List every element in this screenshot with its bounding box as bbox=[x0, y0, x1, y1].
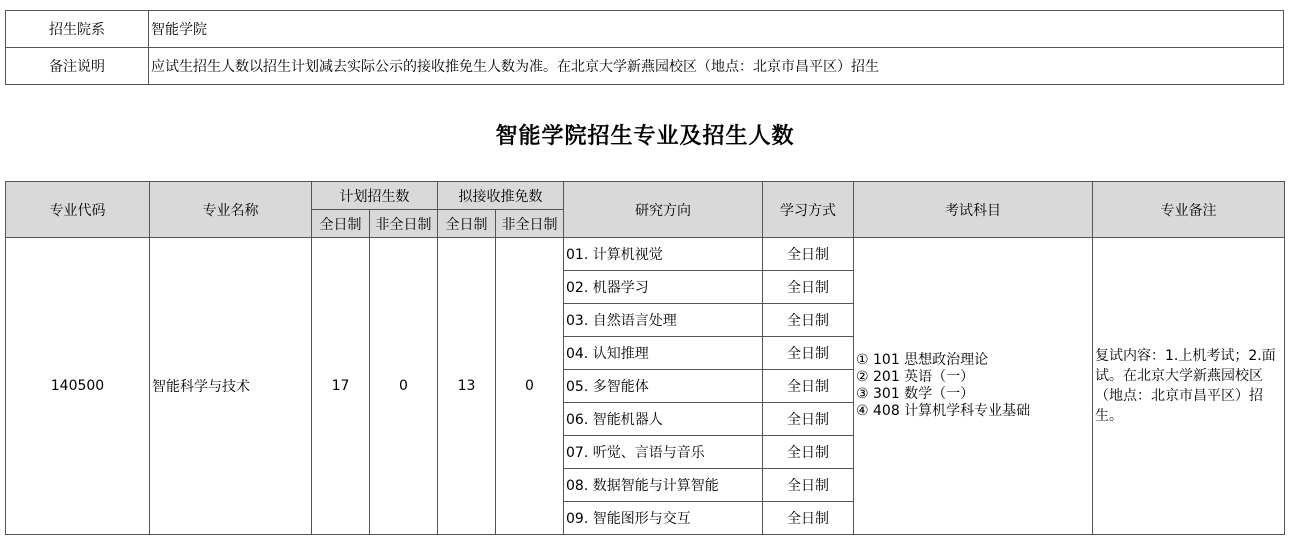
note-label: 备注说明 bbox=[6, 48, 149, 85]
direction-mode: 全日制 bbox=[763, 469, 854, 502]
direction-name: 07. 听觉、言语与音乐 bbox=[564, 436, 763, 469]
direction-mode: 全日制 bbox=[763, 337, 854, 370]
direction-mode: 全日制 bbox=[763, 238, 854, 271]
exam-subjects bbox=[854, 238, 1093, 535]
rec-part-count: 0 bbox=[496, 238, 564, 535]
dept-label: 招生院系 bbox=[6, 11, 149, 48]
plan-full-count: 17 bbox=[312, 238, 370, 535]
program-table bbox=[5, 181, 1285, 535]
header-name: 专业名称 bbox=[150, 182, 312, 238]
exam-subject-item: ① 101 思想政治理论 bbox=[856, 352, 989, 368]
note-row bbox=[6, 48, 1284, 85]
program-code: 140500 bbox=[6, 238, 150, 535]
info-table bbox=[5, 10, 1284, 85]
header-plan: 计划招生数 bbox=[312, 182, 438, 210]
header-exam: 考试科目 bbox=[854, 182, 1093, 238]
header-remark: 专业备注 bbox=[1093, 182, 1285, 238]
rec-full-count: 13 bbox=[438, 238, 496, 535]
header-rec-part: 非全日制 bbox=[496, 210, 564, 238]
header-rec-full: 全日制 bbox=[438, 210, 496, 238]
header-mode: 学习方式 bbox=[763, 182, 854, 238]
direction-mode: 全日制 bbox=[763, 502, 854, 535]
direction-name: 09. 智能图形与交互 bbox=[564, 502, 763, 535]
direction-mode: 全日制 bbox=[763, 271, 854, 304]
direction-name: 08. 数据智能与计算智能 bbox=[564, 469, 763, 502]
program-remark: 复试内容：1.上机考试；2.面试。在北京大学新燕园校区（地点：北京市昌平区）招生。 bbox=[1093, 238, 1285, 535]
direction-mode: 全日制 bbox=[763, 436, 854, 469]
note-value: 应试生招生人数以招生计划减去实际公示的接收推免生人数为准。在北京大学新燕园校区（地点：北京市昌平区）招生 bbox=[149, 48, 1284, 85]
header-row-1 bbox=[6, 182, 1285, 210]
header-plan-full: 全日制 bbox=[312, 210, 370, 238]
direction-name: 06. 智能机器人 bbox=[564, 403, 763, 436]
plan-part-count: 0 bbox=[370, 238, 438, 535]
header-code: 专业代码 bbox=[6, 182, 150, 238]
header-recommend: 拟接收推免数 bbox=[438, 182, 564, 210]
direction-name: 04. 认知推理 bbox=[564, 337, 763, 370]
direction-name: 05. 多智能体 bbox=[564, 370, 763, 403]
exam-subject-item: ③ 301 数学（一） bbox=[856, 386, 975, 402]
exam-subject-item: ② 201 英语（一） bbox=[856, 369, 975, 385]
direction-mode: 全日制 bbox=[763, 304, 854, 337]
page-title: 智能学院招生专业及招生人数 bbox=[495, 124, 795, 149]
direction-name: 03. 自然语言处理 bbox=[564, 304, 763, 337]
exam-subject-item: ④ 408 计算机学科专业基础 bbox=[856, 403, 1031, 419]
direction-mode: 全日制 bbox=[763, 403, 854, 436]
header-direction: 研究方向 bbox=[564, 182, 763, 238]
program-name: 智能科学与技术 bbox=[150, 238, 312, 535]
direction-name: 01. 计算机视觉 bbox=[564, 238, 763, 271]
table-row bbox=[6, 238, 1285, 271]
direction-name: 02. 机器学习 bbox=[564, 271, 763, 304]
dept-row bbox=[6, 11, 1284, 48]
header-plan-part: 非全日制 bbox=[370, 210, 438, 238]
direction-mode: 全日制 bbox=[763, 370, 854, 403]
dept-value: 智能学院 bbox=[149, 11, 1284, 48]
